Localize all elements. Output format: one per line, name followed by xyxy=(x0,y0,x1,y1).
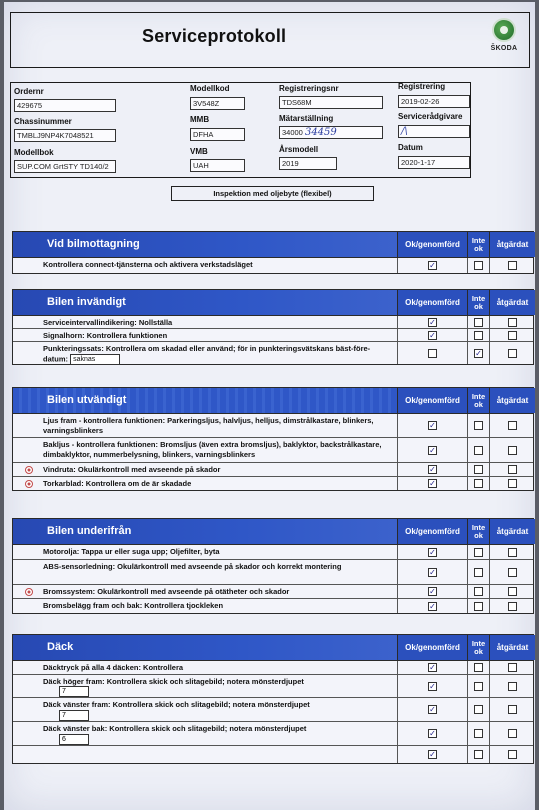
cell-ok xyxy=(397,722,467,745)
checklist-row xyxy=(13,342,533,364)
matarstallning-label: Mätarställning xyxy=(279,114,334,123)
best-before-input[interactable]: saknas xyxy=(70,354,120,365)
section-4 xyxy=(12,634,534,764)
row-text xyxy=(43,440,395,459)
checkbox-atgardat[interactable] xyxy=(508,750,517,759)
checkbox-inte-ok[interactable] xyxy=(474,705,483,714)
checklist-row xyxy=(13,599,533,613)
section-title: Vid bilmottagning xyxy=(13,232,397,257)
servicerad-field[interactable] xyxy=(398,125,470,138)
row-text xyxy=(43,677,395,687)
checkbox-inte-ok[interactable] xyxy=(474,682,483,691)
mmb-label: MMB xyxy=(190,115,210,124)
row-label: Däck vänster fram: Kontrollera skick och slitagebild; notera mönsterdjupet xyxy=(43,700,310,709)
cell-ok xyxy=(397,585,467,598)
row-label: Bakljus - kontrollera funktionen: Bromsljus (även extra bromsljus), baklyktor, backstrålkastare, dimbaklyktor, nummerbelysning, blinkers, varningsblinkers xyxy=(43,440,382,459)
section-header xyxy=(13,232,533,258)
cell-inte xyxy=(467,661,489,674)
row-text xyxy=(43,562,395,572)
marker-dot-icon xyxy=(25,480,33,488)
checkbox-atgardat[interactable] xyxy=(508,331,517,340)
checkbox-inte-ok[interactable] xyxy=(474,331,483,340)
cell-atgardat xyxy=(489,342,535,364)
cell-inte xyxy=(467,599,489,613)
checkbox-ok[interactable]: ✓ xyxy=(429,261,436,270)
checkbox-atgardat[interactable] xyxy=(508,479,517,488)
cell-ok xyxy=(397,698,467,721)
arsmodell-field[interactable]: 2019 xyxy=(279,157,337,170)
cell-atgardat xyxy=(489,722,535,745)
row-label: Serviceintervallindikering: Nollställa xyxy=(43,318,173,327)
checkbox-ok[interactable]: ✓ xyxy=(429,465,436,474)
checkbox-ok[interactable]: ✓ xyxy=(429,601,436,611)
ordernr-label: Ordernr xyxy=(14,87,44,96)
checkbox-ok[interactable]: ✓ xyxy=(429,705,436,714)
cell-ok xyxy=(397,463,467,476)
registreringsnr-label: Registreringsnr xyxy=(279,84,339,93)
checkbox-ok[interactable]: ✓ xyxy=(429,547,436,557)
checkbox-atgardat[interactable] xyxy=(508,602,517,611)
col-atgardat-header: åtgärdat xyxy=(489,232,535,257)
cell-ok xyxy=(397,599,467,613)
marker-dot-icon xyxy=(25,466,33,474)
row-label: Vindruta: Okulärkontroll med avseende på skador xyxy=(43,465,221,474)
row-label: Torkarblad: Kontrollera om de är skadade xyxy=(43,479,192,488)
tread-depth-input[interactable]: 7 xyxy=(59,710,89,721)
registrering-field[interactable]: 2019-02-26 xyxy=(398,95,470,108)
col-ok-header: Ok/genomförd xyxy=(397,290,467,315)
cell-atgardat xyxy=(489,675,535,697)
arsmodell-label: Årsmodell xyxy=(279,145,319,154)
checkbox-ok[interactable]: ✓ xyxy=(429,729,436,738)
checkbox-inte-ok[interactable] xyxy=(474,602,483,611)
chassinummer-label: Chassinummer xyxy=(14,117,72,126)
col-inte-header: Inte ok xyxy=(467,519,489,544)
checklist-row xyxy=(13,463,533,477)
col-ok-header: Ok/genomförd xyxy=(397,519,467,544)
checkbox-inte-ok[interactable] xyxy=(474,548,483,557)
checkbox-ok[interactable]: ✓ xyxy=(429,587,436,596)
vmb-label: VMB xyxy=(190,147,208,156)
checklist-row xyxy=(13,545,533,560)
datum-field[interactable]: 2020-1-17 xyxy=(398,156,470,169)
service-protocol-sheet xyxy=(4,2,535,810)
cell-inte xyxy=(467,477,489,490)
cell-atgardat xyxy=(489,477,535,490)
section-1 xyxy=(12,289,534,365)
row-label: Ljus fram - kontrollera funktionen: Parkeringsljus, halvljus, helljus, dimstrålkastare, blinkers, varningsblinkers xyxy=(43,416,374,435)
checkbox-ok[interactable]: ✓ xyxy=(429,317,436,327)
col-atgardat-header: åtgärdat xyxy=(489,519,535,544)
cell-inte xyxy=(467,545,489,559)
checkbox-inte-ok[interactable] xyxy=(474,318,483,327)
section-header xyxy=(13,519,533,545)
section-title: Däck xyxy=(13,635,397,660)
cell-inte xyxy=(467,342,489,364)
checkbox-atgardat[interactable] xyxy=(508,682,517,691)
cell-atgardat xyxy=(489,258,535,273)
matarstallning-value: 34000 xyxy=(282,128,303,137)
checkbox-ok[interactable]: ✓ xyxy=(429,681,436,691)
cell-inte xyxy=(467,438,489,462)
col-inte-header: Inte ok xyxy=(467,388,489,413)
modellkod-field[interactable]: 3V548Z xyxy=(190,97,245,110)
checkbox-atgardat[interactable] xyxy=(508,587,517,596)
inspection-type: Inspektion med oljebyte (flexibel) xyxy=(171,186,374,201)
modellkod-label: Modellkod xyxy=(190,84,230,93)
cell-atgardat xyxy=(489,560,535,584)
checkbox-ok[interactable]: ✓ xyxy=(429,479,436,488)
marker-dot-icon xyxy=(25,588,33,596)
ordernr-field[interactable]: 429675 xyxy=(14,99,116,112)
checkbox-atgardat[interactable] xyxy=(508,568,517,577)
chassinummer-field[interactable]: TMBLJ9NP4K7048521 xyxy=(14,129,116,142)
checkbox-atgardat[interactable] xyxy=(508,318,517,327)
checkbox-ok[interactable]: ✓ xyxy=(429,445,436,455)
row-text xyxy=(43,601,395,611)
modellbok-label: Modellbok xyxy=(14,148,54,157)
tread-depth-input[interactable]: 7 xyxy=(59,686,89,697)
col-inte-header: Inte ok xyxy=(467,232,489,257)
cell-ok xyxy=(397,438,467,462)
row-text xyxy=(43,416,395,435)
cell-atgardat xyxy=(489,329,535,341)
servicerad-label: Servicerådgivare xyxy=(398,112,463,121)
section-0 xyxy=(12,231,534,274)
brand-name: ŠKODA xyxy=(490,45,518,52)
checkbox-atgardat[interactable] xyxy=(508,729,517,738)
checkbox-atgardat[interactable] xyxy=(508,465,517,474)
cell-ok xyxy=(397,560,467,584)
tread-depth-input[interactable]: 6 xyxy=(59,734,89,745)
row-text xyxy=(43,344,395,365)
cell-atgardat xyxy=(489,585,535,598)
row-text xyxy=(43,331,395,341)
row-label: ABS-sensorledning: Okulärkontroll med avseende på skador och korrekt montering xyxy=(43,562,342,571)
checkbox-inte-ok[interactable] xyxy=(474,729,483,738)
cell-ok xyxy=(397,477,467,490)
checklist-row xyxy=(13,746,533,763)
section-2 xyxy=(12,387,534,491)
checklist-row xyxy=(13,722,533,746)
cell-inte xyxy=(467,722,489,745)
checklist-row xyxy=(13,560,533,585)
section-header xyxy=(13,635,533,661)
row-label: Punkteringssats: Kontrollera om skadad eller använd; för in punkteringsvätskans bäst-före-datum: xyxy=(43,344,371,363)
checklist-row xyxy=(13,675,533,698)
checkbox-ok[interactable]: ✓ xyxy=(429,330,436,340)
checkbox-ok[interactable]: ✓ xyxy=(429,421,436,430)
cell-ok xyxy=(397,258,467,273)
row-label: Bromssystem: Okulärkontroll med avseende på otätheter och skador xyxy=(43,587,290,596)
checkbox-inte-ok[interactable] xyxy=(474,587,483,596)
cell-inte xyxy=(467,258,489,273)
checkbox-atgardat[interactable] xyxy=(508,663,517,672)
row-label: Bromsbelägg fram och bak: Kontrollera tjockleken xyxy=(43,601,224,610)
cell-inte xyxy=(467,675,489,697)
cell-ok xyxy=(397,675,467,697)
checkbox-ok[interactable]: ✓ xyxy=(429,663,436,672)
checkbox-inte-ok[interactable] xyxy=(474,421,483,430)
checkbox-inte-ok[interactable] xyxy=(474,261,483,270)
row-label: Däck höger fram: Kontrollera skick och slitagebild; notera mönsterdjupet xyxy=(43,677,304,686)
cell-inte xyxy=(467,414,489,437)
cell-ok xyxy=(397,414,467,437)
row-text xyxy=(43,260,395,270)
cell-atgardat xyxy=(489,463,535,476)
cell-inte xyxy=(467,329,489,341)
matarstallning-handwritten: 34459 xyxy=(304,127,337,138)
cell-ok xyxy=(397,661,467,674)
cell-inte xyxy=(467,746,489,763)
cell-inte xyxy=(467,585,489,598)
checklist-row xyxy=(13,438,533,463)
checkbox-atgardat[interactable] xyxy=(508,446,517,455)
cell-inte xyxy=(467,698,489,721)
signature-icon: ∕\ xyxy=(401,126,408,137)
checkbox-inte-ok[interactable] xyxy=(474,663,483,672)
cell-ok xyxy=(397,329,467,341)
col-inte-header: Inte ok xyxy=(467,635,489,660)
cell-atgardat xyxy=(489,438,535,462)
cell-atgardat xyxy=(489,545,535,559)
row-text xyxy=(43,700,395,710)
datum-label: Datum xyxy=(398,143,423,152)
cell-atgardat xyxy=(489,414,535,437)
col-ok-header: Ok/genomförd xyxy=(397,635,467,660)
row-label: Däck vänster bak: Kontrollera skick och slitagebild; notera mönsterdjupet xyxy=(43,724,307,733)
page-title: Serviceprotokoll xyxy=(142,26,287,46)
checklist-row xyxy=(13,258,533,273)
skoda-logo xyxy=(486,18,522,52)
col-atgardat-header: åtgärdat xyxy=(489,635,535,660)
checklist-row xyxy=(13,585,533,599)
registreringsnr-field[interactable]: TDS68M xyxy=(279,96,383,109)
col-atgardat-header: åtgärdat xyxy=(489,388,535,413)
cell-atgardat xyxy=(489,698,535,721)
checkbox-atgardat[interactable] xyxy=(508,705,517,714)
skoda-logo-icon xyxy=(492,18,516,42)
cell-inte xyxy=(467,316,489,328)
checkbox-inte-ok[interactable] xyxy=(474,446,483,455)
row-label: Däcktryck på alla 4 däcken: Kontrollera xyxy=(43,663,184,672)
cell-atgardat xyxy=(489,599,535,613)
cell-inte xyxy=(467,560,489,584)
vmb-field[interactable]: UAH xyxy=(190,159,245,172)
cell-inte xyxy=(467,463,489,476)
col-ok-header: Ok/genomförd xyxy=(397,388,467,413)
row-text xyxy=(43,465,395,475)
section-3 xyxy=(12,518,534,614)
checklist-row xyxy=(13,414,533,438)
checkbox-inte-ok[interactable] xyxy=(474,568,483,577)
checklist-row xyxy=(13,316,533,329)
checkbox-ok[interactable]: ✓ xyxy=(429,567,436,577)
row-text xyxy=(43,547,395,557)
modellbok-field[interactable]: SUP.COM GrtSTY TD140/2 xyxy=(14,160,116,173)
cell-atgardat xyxy=(489,661,535,674)
row-label: Kontrollera connect-tjänsterna och aktivera verkstadsläget xyxy=(43,260,253,269)
row-text xyxy=(43,318,395,328)
row-text xyxy=(43,724,395,734)
checklist-row xyxy=(13,329,533,342)
row-text xyxy=(43,479,395,489)
mmb-field[interactable]: DFHA xyxy=(190,128,245,141)
checkbox-inte-ok[interactable] xyxy=(474,465,483,474)
cell-atgardat xyxy=(489,746,535,763)
section-header xyxy=(13,290,533,316)
section-title: Bilen underifrån xyxy=(13,519,397,544)
cell-ok xyxy=(397,545,467,559)
cell-ok xyxy=(397,342,467,364)
section-title: Bilen invändigt xyxy=(13,290,397,315)
cell-ok xyxy=(397,316,467,328)
checkbox-atgardat[interactable] xyxy=(508,421,517,430)
checklist-row xyxy=(13,477,533,490)
cell-atgardat xyxy=(489,316,535,328)
cell-ok xyxy=(397,746,467,763)
checkbox-inte-ok[interactable]: ✓ xyxy=(475,348,482,358)
checklist-row xyxy=(13,661,533,675)
col-inte-header: Inte ok xyxy=(467,290,489,315)
row-label: Signalhorn: Kontrollera funktionen xyxy=(43,331,168,340)
checkbox-atgardat[interactable] xyxy=(508,349,517,358)
row-text xyxy=(43,663,395,673)
section-title: Bilen utvändigt xyxy=(13,388,397,413)
checkbox-ok[interactable]: ✓ xyxy=(429,750,436,759)
matarstallning-field[interactable] xyxy=(279,126,383,139)
row-text xyxy=(43,587,395,597)
checkbox-ok[interactable] xyxy=(428,349,437,358)
col-ok-header: Ok/genomförd xyxy=(397,232,467,257)
checkbox-atgardat[interactable] xyxy=(508,548,517,557)
section-header xyxy=(13,388,533,414)
col-atgardat-header: åtgärdat xyxy=(489,290,535,315)
registrering-label: Registrering xyxy=(398,82,446,91)
checkbox-inte-ok[interactable] xyxy=(474,479,483,488)
checklist-row xyxy=(13,698,533,722)
checkbox-atgardat[interactable] xyxy=(508,261,517,270)
row-label: Motorolja: Tappa ur eller suga upp; Oljefilter, byta xyxy=(43,547,220,556)
checkbox-inte-ok[interactable] xyxy=(474,750,483,759)
